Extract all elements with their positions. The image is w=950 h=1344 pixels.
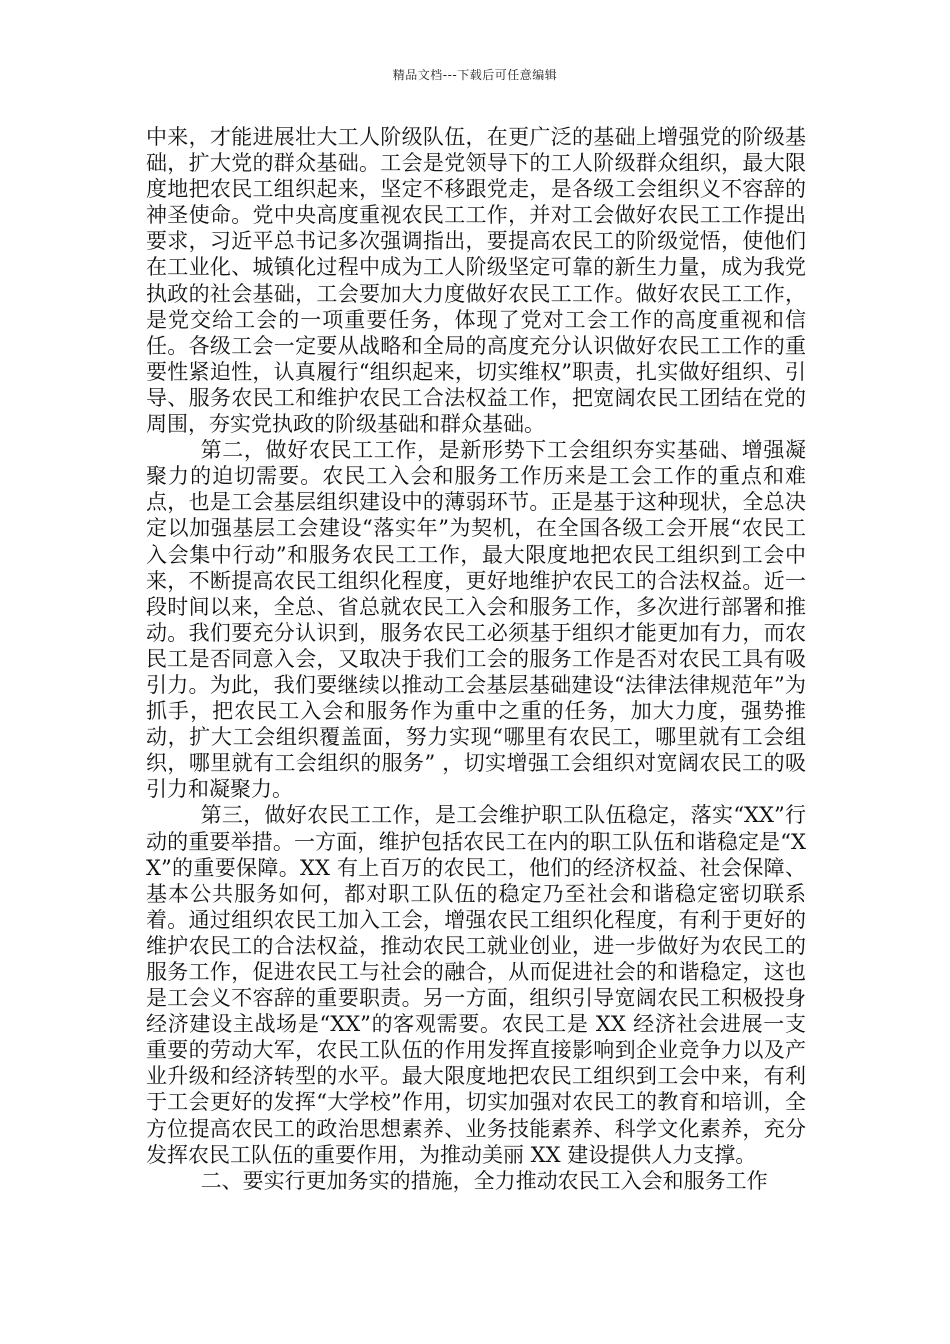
paragraph-2: 第二，做好农民工工作，是新形势下工会组织夯实基础、增强凝聚力的迫切需要。农民工入会和服务工作历来是工会工作的重点和难点，也是工会基层组织建设中的薄弱环节。正是基于这种现状，全总决定以加强基层工会建设“落实年”为契机，在全国各级工会开展“农民工入会集中行动”和服务农民工工作，最大限度地把农民工组织到工会中来，不断提高农民工组织化程度，更好地维护农民工的合法权益。近一段时间以来，全总、省总就农民工入会和服务工作，多次进行部署和推动。我们要充分认识到，服务农民工必须基于组织才能更加有力，而农民工是否同意入会，又取决于我们工会的服务工作是否对农民工具有吸引力。为此，我们要继续以推动工会基层基础建设“法律法律规范年”为抓手，把农民工入会和服务作为重中之重的任务，加大力度，强势推动，扩大工会组织覆盖面，努力实现“哪里有农民工，哪里就有工会组织，哪里就有工会组织的服务” ，切实增强工会组织对宽阔农民工的吸引力和凝聚力。 [146,438,806,802]
paragraph-3: 第三，做好农民工工作，是工会维护职工队伍稳定，落实“XX”行动的重要举措。一方面，维护包括农民工在内的职工队伍和谐稳定是“XX”的重要保障。XX 有上百万的农民工，他们的经济权益、社会保障、基本公共服务如何，都对职工队伍的稳定乃至社会和谐稳定密切联系着。通过组织农民工加入工会，增强农民工组织化程度，有利于更好的维护农民工的合法权益，推动农民工就业创业，进一步做好为农民工的服务工作，促进农民工与社会的融合，从而促进社会的和谐稳定，这也是工会义不容辞的重要职责。另一方面，组织引导宽阔农民工积极投身经济建设主战场是“XX”的客观需要。农民工是 XX 经济社会进展一支重要的劳动大军，农民工队伍的作用发挥直接影响到企业竞争力以及产业升级和经济转型的水平。最大限度地把农民工组织到工会中来，有利于工会更好的发挥“大学校”作用，切实加强对农民工的教育和培训，全方位提高农民工的政治思想素养、业务技能素养、科学文化素养，充分发挥农民工队伍的重要作用，为推动美丽 XX 建设提供人力支撑。 [146,803,806,1167]
paragraph-1: 中来，才能进展壮大工人阶级队伍，在更广泛的基础上增强党的阶级基础，扩大党的群众基础。工会是党领导下的工人阶级群众组织，最大限度地把农民工组织起来，坚定不移跟党走，是各级工会组织义不容辞的神圣使命。党中央高度重视农民工工作，并对工会做好农民工工作提出要求，习近平总书记多次强调指出，要提高农民工的阶级觉悟，使他们在工业化、城镇化过程中成为工人阶级坚定可靠的新生力量，成为我党执政的社会基础，工会要加大力度做好农民工工作。做好农民工工作，是党交给工会的一项重要任务，体现了党对工会工作的高度重视和信任。各级工会一定要从战略和全局的高度充分认识做好农民工工作的重要性紧迫性，认真履行“组织起来，切实维权”职责，扎实做好组织、引导、服务农民工和维护农民工合法权益工作，把宽阔农民工团结在党的周围，夯实党执政的阶级基础和群众基础。 [146,125,806,437]
section-heading: 二、要实行更加务实的措施，全力推动农民工入会和服务工作 [200,1168,768,1193]
page-header: 精品文档---下载后可任意编辑 [392,68,558,82]
document-body [146,124,806,1194]
